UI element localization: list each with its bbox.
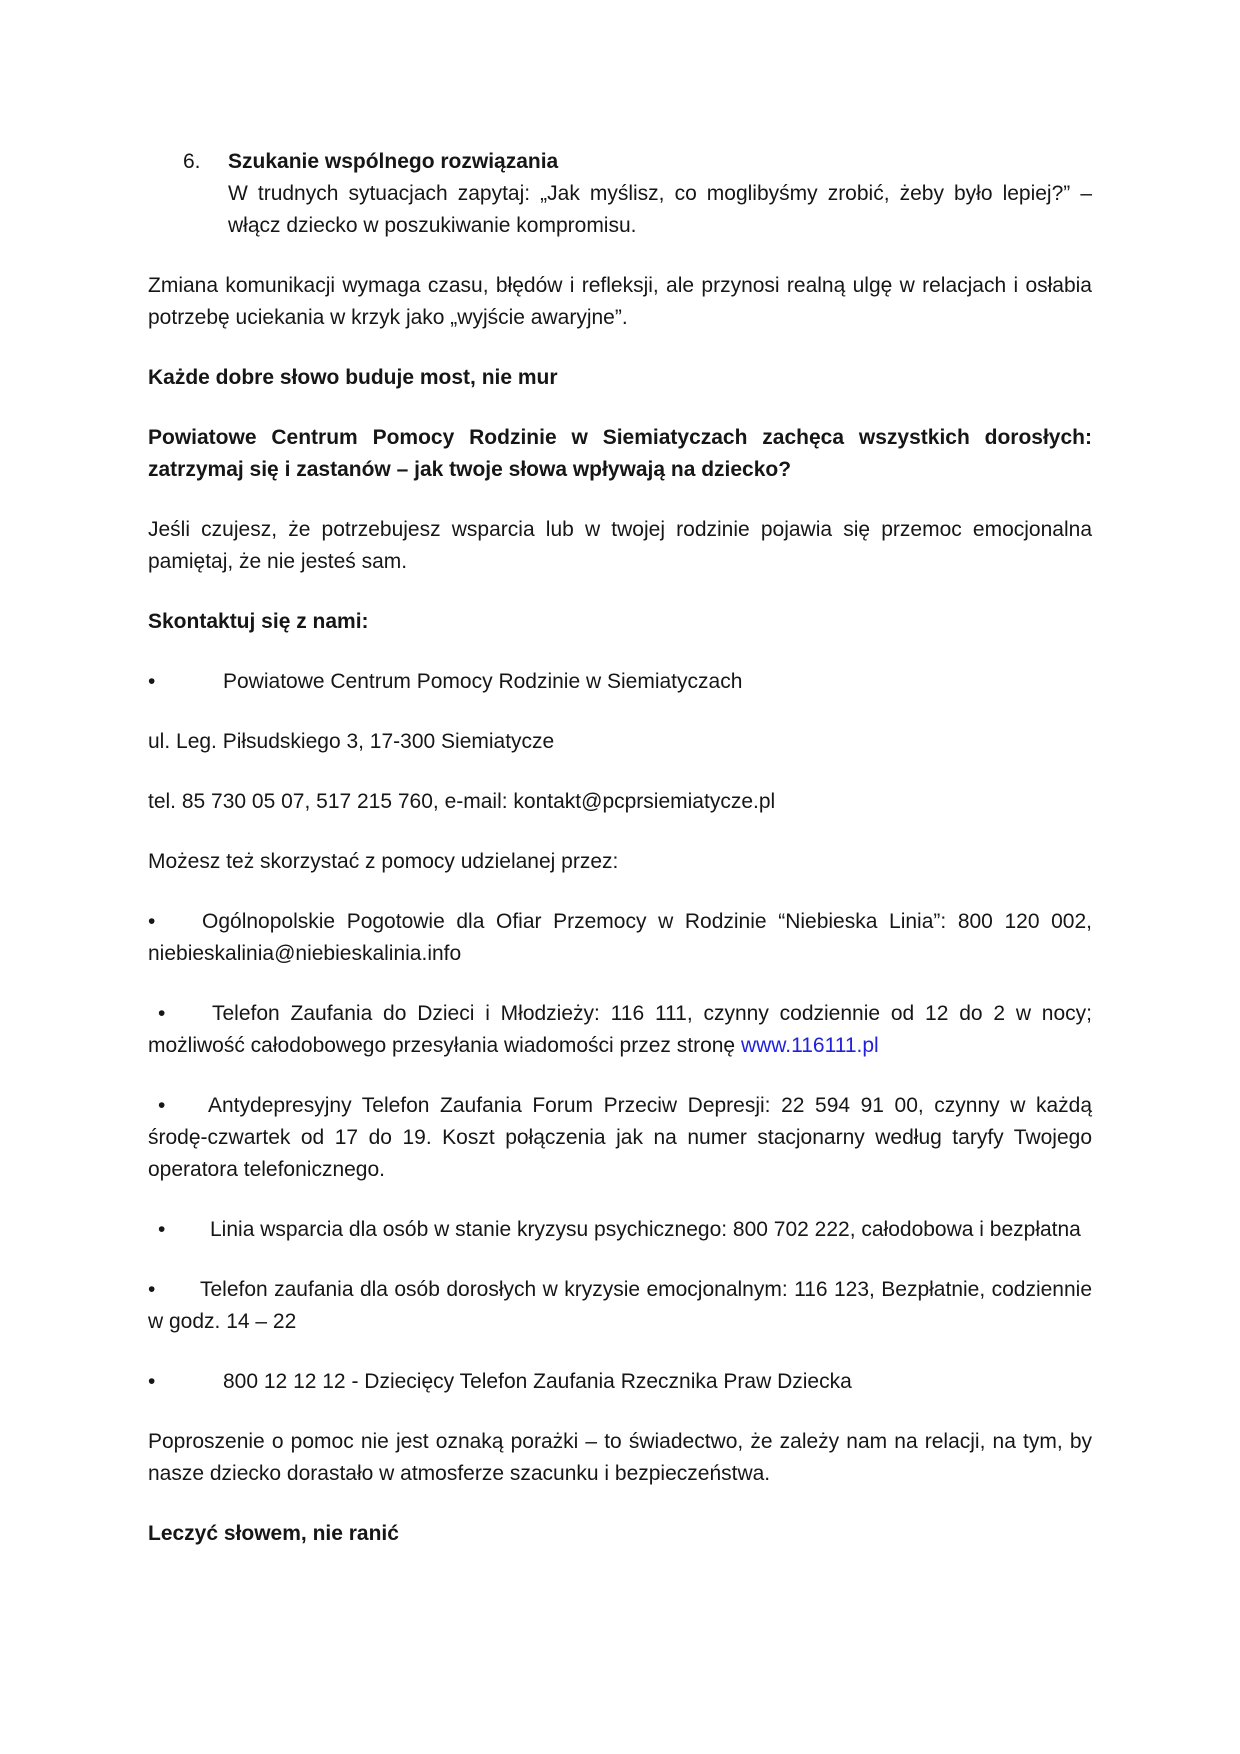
bullet-marker: • [148,1370,156,1393]
list-item-number: 6. [183,150,201,173]
help-niebieska-linia-text: Ogólnopolskie Pogotowie dla Ofiar Przemocy w Rodzinie “Niebieska Linia”: 800 120 002, niebieskalinia@niebieskalinia.info [148,910,1092,965]
bullet-marker: • [148,910,156,933]
contact-address: ul. Leg. Piłsudskiego 3, 17-300 Siemiatycze [148,730,555,753]
paragraph-not-alone: Jeśli czujesz, że potrzebujesz wsparcia lub w twojej rodzinie pojawia się przemoc emocjonalna pamiętaj, że nie jesteś sam. [148,518,1092,573]
paragraph-closing: Poproszenie o pomoc nie jest oznaką porażki – to świadectwo, że zależy nam na relacji, na tym, by nasze dziecko dorastało w atmosferze szacunku i bezpieczeństwa. [148,1430,1092,1485]
heading-final: Leczyć słowem, nie ranić [148,1522,399,1545]
bullet-marker: • [158,1094,166,1117]
heading-contact-us: Skontaktuj się z nami: [148,610,369,633]
bullet-item-pcpr-org [148,666,1092,698]
bullet-item-niebieska-linia [148,906,1092,970]
contact-org-name: Powiatowe Centrum Pomocy Rodzinie w Siemiatyczach [223,670,743,693]
bullet-item-antydepresyjny [148,1090,1092,1186]
bullet-item-linia-wsparcia [148,1214,1092,1246]
bullet-item-telefon-dorosli [148,1274,1092,1338]
contact-phone-email: tel. 85 730 05 07, 517 215 760, e-mail: kontakt@pcprsiemiatycze.pl [148,790,776,813]
bullet-marker: • [148,1278,156,1301]
help-telefon-dorosli-text: Telefon zaufania dla osób dorosłych w kryzysie emocjonalnym: 116 123, Bezpłatnie, codziennie w godz. 14 – 22 [148,1278,1092,1333]
help-antydepresyjny-text: Antydepresyjny Telefon Zaufania Forum Przeciw Depresji: 22 594 91 00, czynny w każdą środę-czwartek od 17 do 19. Koszt połączenia jak na numer stacjonarny według taryfy Twojego operatora telefonicznego. [148,1094,1092,1181]
paragraph-more-help-intro: Możesz też skorzystać z pomocy udzielanej przez: [148,850,619,873]
bullet-marker: • [158,1002,166,1025]
help-linia-wsparcia-text: Linia wsparcia dla osób w stanie kryzysu psychicznego: 800 702 222, całodobowa i bezpłatna [210,1218,1081,1241]
bullet-marker: • [148,670,156,693]
list-item-body: W trudnych sytuacjach zapytaj: „Jak myślisz, co moglibyśmy zrobić, żeby było lepiej?” – włącz dziecko w poszukiwanie kompromisu. [228,182,1092,237]
numbered-list-item-6 [148,146,1092,242]
paragraph-communication-change: Zmiana komunikacji wymaga czasu, błędów i refleksji, ale przynosi realną ulgę w relacjach i osłabia potrzebę uciekania w krzyk jako „wyjście awaryjne”. [148,274,1092,329]
heading-bridge-not-wall: Każde dobre słowo buduje most, nie mur [148,366,558,389]
bullet-item-dzieciecy-telefon [148,1366,1092,1398]
heading-pcpr-appeal: Powiatowe Centrum Pomocy Rodzinie w Siemiatyczach zachęca wszystkich dorosłych: zatrzymaj się i zastanów – jak twoje słowa wpływają na dziecko? [148,426,1092,481]
help-telefon-dzieci-text: Telefon Zaufania do Dzieci i Młodzieży: 116 111, czynny codziennie od 12 do 2 w nocy; możliwość całodobowego przesyłania wiadomości przez stronę [148,1002,1092,1057]
list-item-title: Szukanie wspólnego rozwiązania [228,150,559,173]
help-dzieciecy-telefon-text: 800 12 12 12 - Dziecięcy Telefon Zaufania Rzecznika Praw Dziecka [223,1370,852,1393]
link-116111[interactable]: www.116111.pl [740,1034,879,1057]
bullet-marker: • [158,1218,166,1241]
bullet-item-telefon-dzieci [148,998,1092,1062]
